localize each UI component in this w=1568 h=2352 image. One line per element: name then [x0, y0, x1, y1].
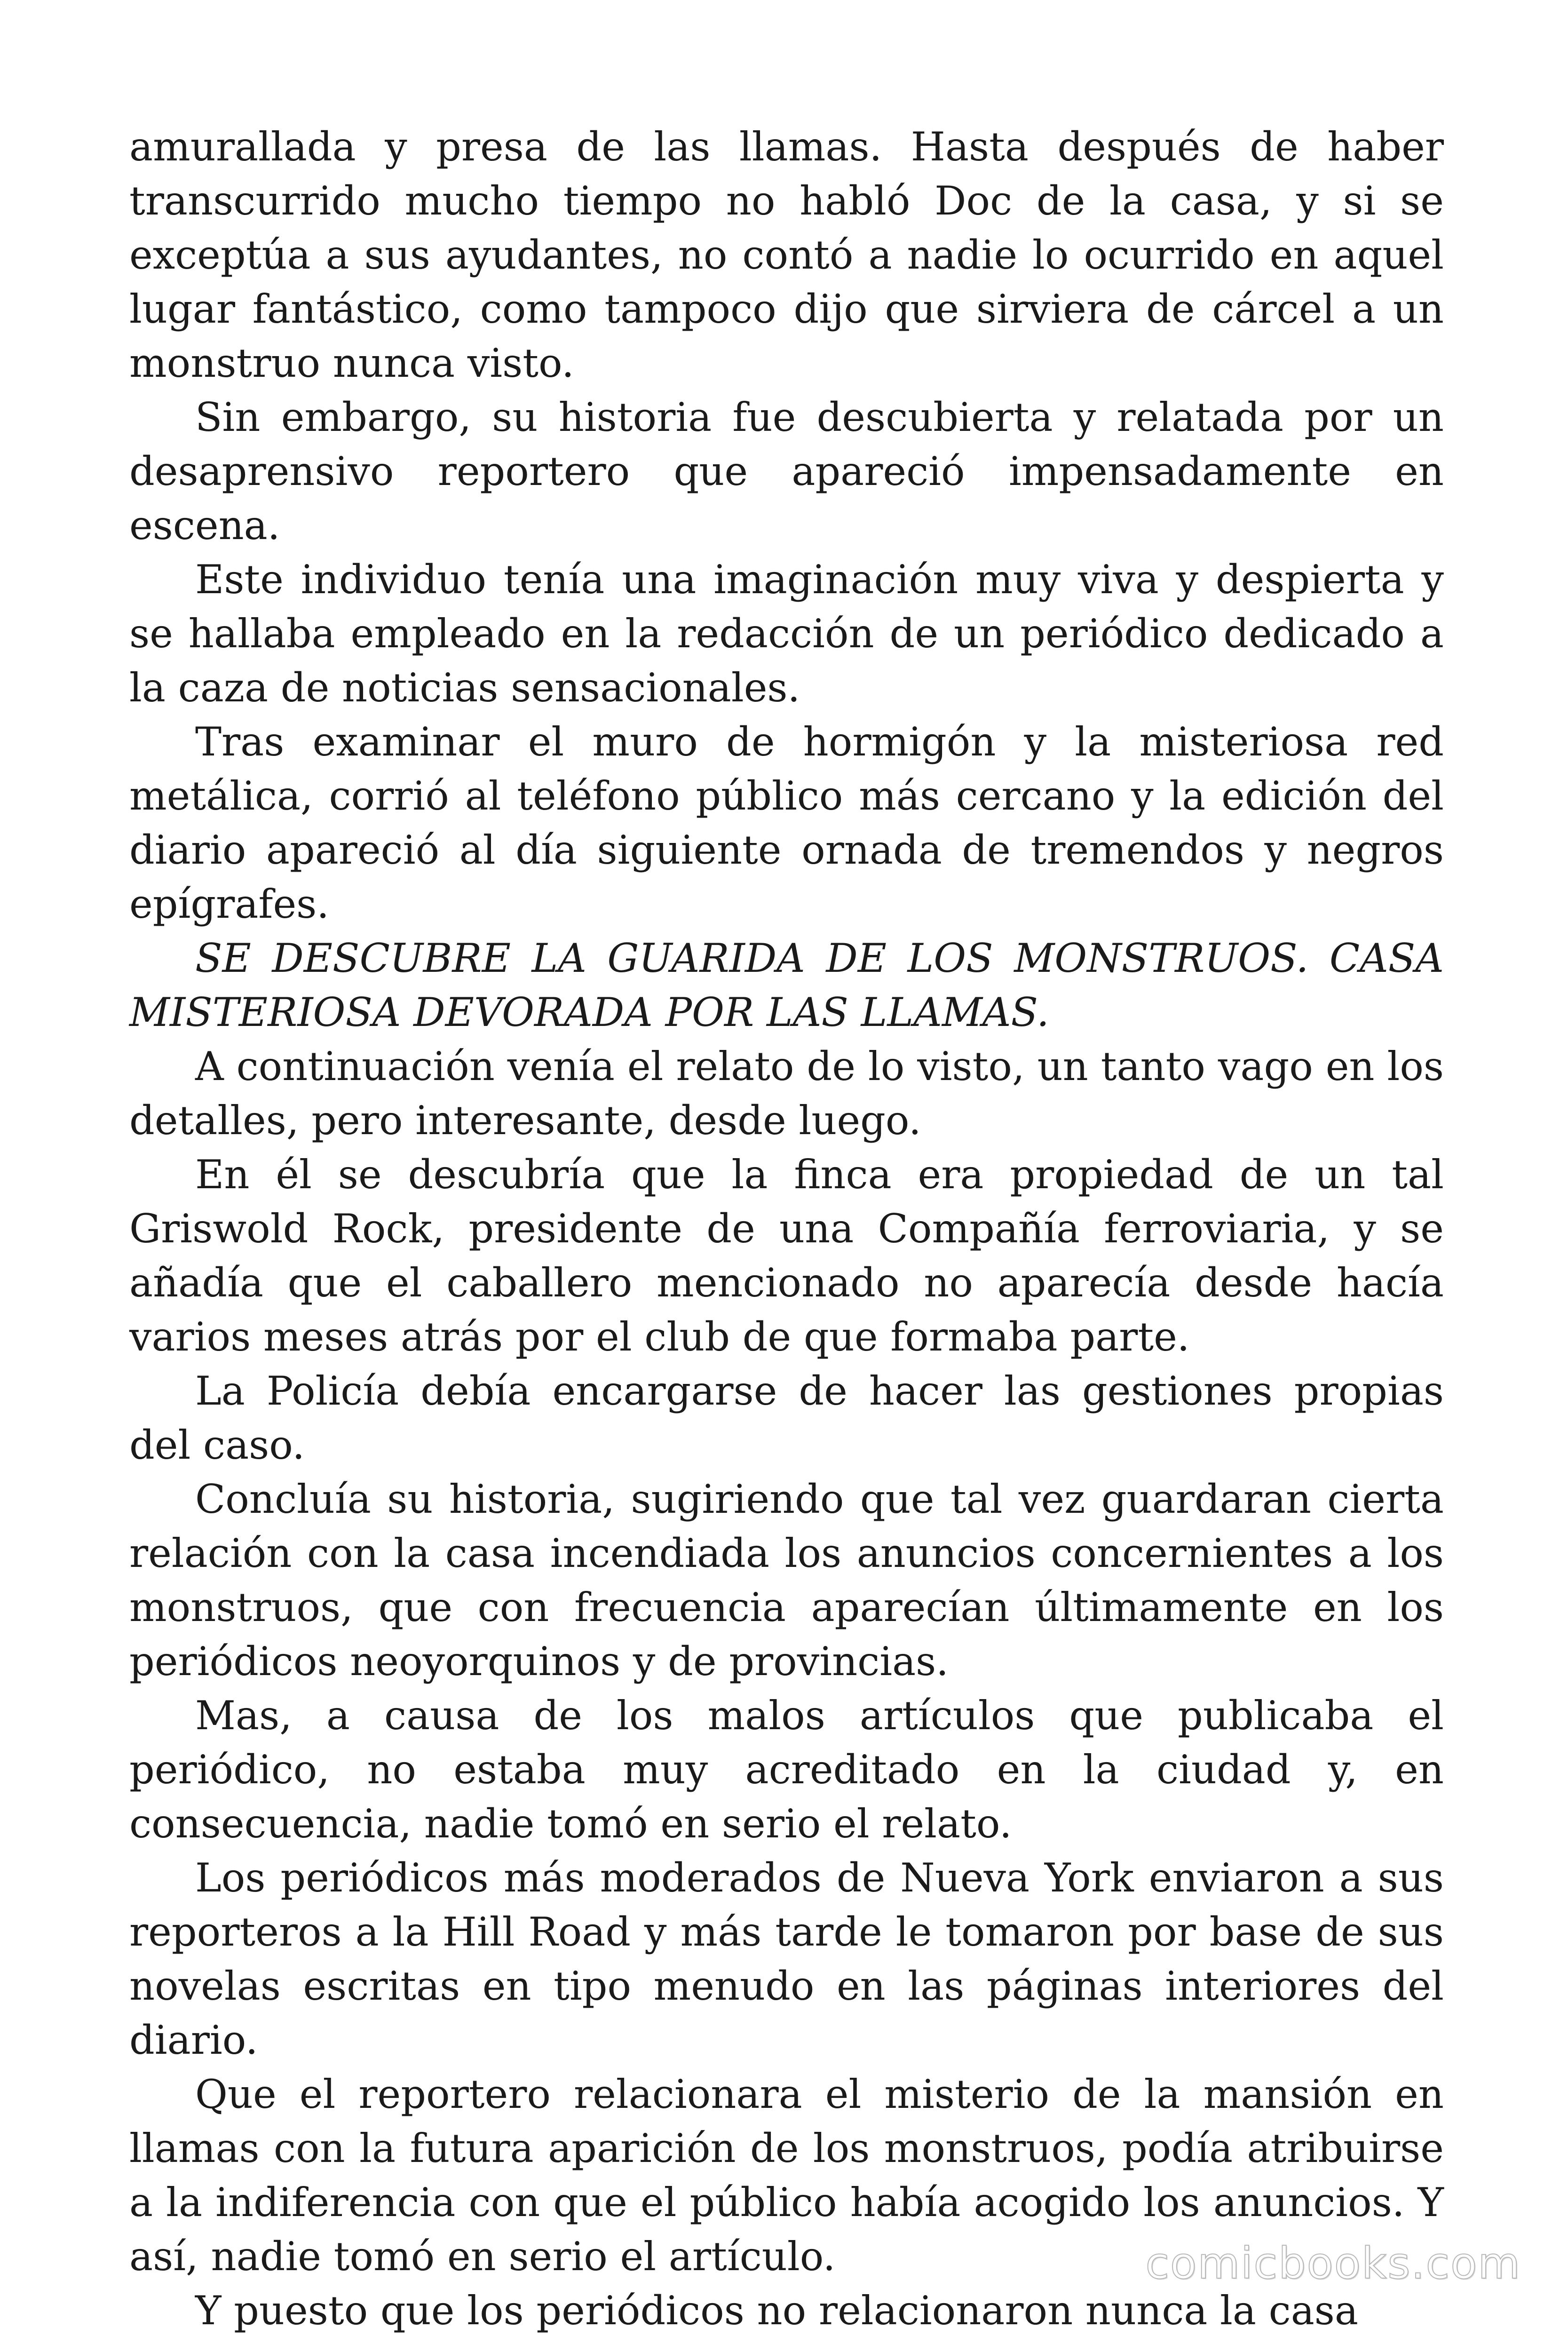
paragraph-10: Mas, a causa de los malos artículos que publicaba el periódico, no estaba muy acreditado en la ciudad y, en consecuencia, nadie tomó en serio el relato. — [129, 1692, 1444, 1847]
paragraph-6: A continuación venía el relato de lo visto, un tanto vago en los detalles, pero interesante, desde luego. — [129, 1043, 1444, 1144]
paragraph-8: La Policía debía encargarse de hacer las gestiones propias del caso. — [129, 1368, 1444, 1468]
paragraph-1: amurallada y presa de las llamas. Hasta después de haber transcurrido mucho tiempo no habló Doc de la casa, y si se exceptúa a sus ayudantes, no contó a nadie lo ocurrido en aquel lugar fantástico, como tampoco dijo que sirviera de cárcel a un monstruo nunca visto. — [129, 124, 1444, 386]
paragraph-9: Concluía su historia, sugiriendo que tal vez guardaran cierta relación con la casa incendiada los anuncios concernientes a los monstruos, que con frecuencia aparecían últimamente en los periódicos neoyorquinos y de provincias. — [129, 1476, 1444, 1685]
watermark-text: comicbooks.com — [1145, 2238, 1521, 2288]
paragraph-7: En él se descubría que la finca era propiedad de un tal Griswold Rock, presidente de una Compañía ferroviaria, y se añadía que el caballero mencionado no aparecía desde hacía varios meses atrás por el club de que formaba parte. — [129, 1152, 1444, 1360]
headline-paragraph: SE DESCUBRE LA GUARIDA DE LOS MONSTRUOS. CASA MISTERIOSA DEVORADA POR LAS LLAMAS. — [129, 935, 1444, 1035]
paragraph-11: Los periódicos más moderados de Nueva York enviaron a sus reporteros a la Hill Road y más tarde le tomaron por base de sus novelas escritas en tipo menudo en las páginas interiores del diario. — [129, 1855, 1444, 2063]
paragraph-2: Sin embargo, su historia fue descubierta y relatada por un desaprensivo reportero que apareció impensadamente en escena. — [129, 394, 1444, 548]
paragraph-12: Que el reportero relacionara el misterio de la mansión en llamas con la futura aparición de los monstruos, podía atribuirse a la indiferencia con que el público había acogido los anuncios. Y así, nadie tomó en serio el artículo. — [129, 2071, 1444, 2280]
paragraph-4: Tras examinar el muro de hormigón y la misteriosa red metálica, corrió al teléfono público más cercano y la edición del diario apareció al día siguiente ornada de tremendos y negros epígrafes. — [129, 719, 1444, 927]
paragraph-3: Este individuo tenía una imaginación muy viva y despierta y se hallaba empleado en la redacción de un periódico dedicado a la caza de noticias sensacionales. — [129, 556, 1444, 711]
book-page — [129, 120, 1444, 2338]
paragraph-13: Y puesto que los periódicos no relacionaron nunca la casa — [195, 2288, 1358, 2334]
